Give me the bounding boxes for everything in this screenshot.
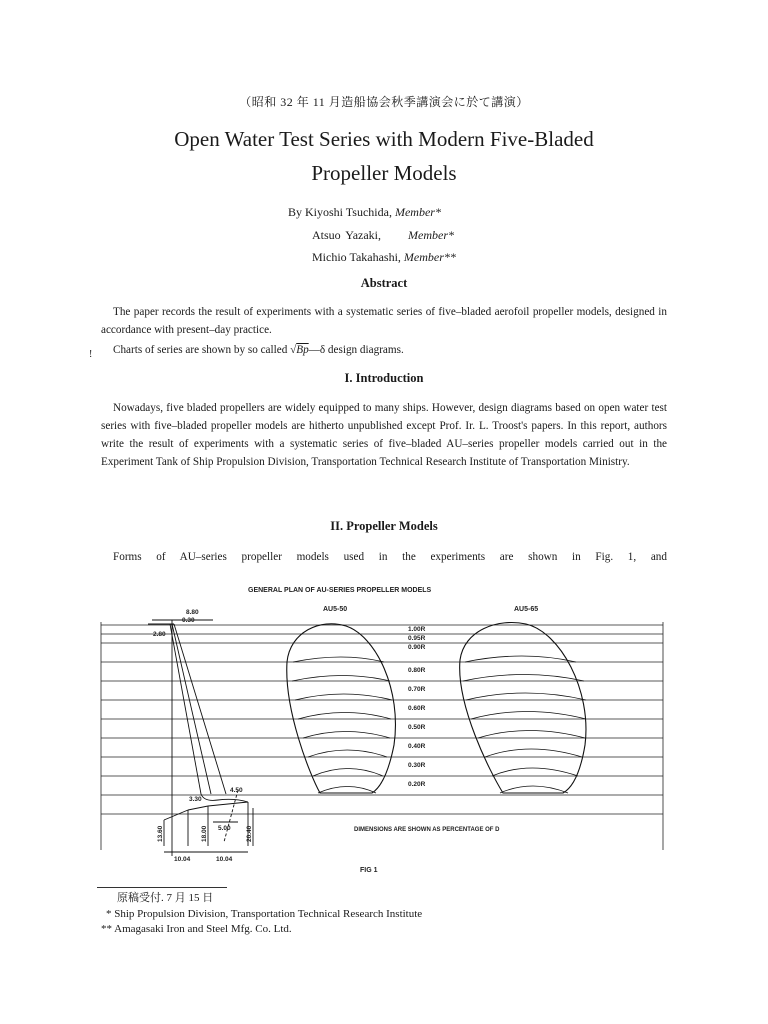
author-3 — [312, 250, 456, 265]
propeller-plan-drawing — [98, 580, 670, 880]
model-label-au5-50: AU5-50 — [323, 606, 348, 613]
author-role: Member* — [394, 205, 441, 219]
dimension-label: 5.00 — [218, 825, 231, 832]
radius-label: 0.70R — [408, 686, 426, 693]
radius-label: 0.20R — [408, 781, 426, 788]
propeller-models-paragraph: Forms of AU–series propeller models used in the experiments are shown in Fig. 1, and — [113, 551, 667, 563]
margin-mark: ! — [89, 349, 93, 360]
radius-label: 0.30R — [408, 762, 426, 769]
abstract-paragraph-2 — [101, 341, 667, 359]
radius-label: 0.95R — [408, 635, 426, 642]
blade-outline-au5-65 — [460, 623, 586, 794]
dimension-label: 8.80 — [186, 609, 199, 616]
footnote-2: ** Amagasaki Iron and Steel Mfg. Co. Ltd. — [101, 923, 292, 935]
radius-label: 0.80R — [408, 667, 426, 674]
author-1 — [288, 205, 441, 220]
blade-outline-au5-50 — [287, 624, 396, 793]
paper-title-line-2: Propeller Models — [311, 161, 457, 185]
abstract-text-before: Charts of series are shown by so called — [113, 344, 288, 356]
lecture-note: （昭和 32 年 11 月造船協会秋季講演会に於て講演） — [239, 95, 529, 109]
paper-title-line-1: Open Water Test Series with Modern Five-Bladed — [174, 127, 594, 151]
author-name: Atsuo Yazaki, — [312, 228, 382, 242]
abstract-text-after: —δ design diagrams. — [308, 344, 404, 356]
figure-1 — [98, 580, 670, 880]
radius-label: 0.90R — [408, 644, 426, 651]
figure-note: DIMENSIONS ARE SHOWN AS PERCENTAGE OF D — [354, 827, 500, 833]
radius-label: 0.50R — [408, 724, 426, 731]
dimension-label: 0.30 — [182, 617, 195, 624]
section-profiles-au5-50 — [292, 657, 392, 793]
dimension-label: 20.40 — [246, 825, 253, 842]
author-2 — [312, 228, 454, 243]
footnote-1: * Ship Propulsion Division, Transportation Technical Research Institute — [106, 908, 423, 920]
abstract-paragraph-1: The paper records the result of experiments with a systematic series of five–bladed aerofoil propeller models, designed in accordance with present–day practice. — [101, 306, 667, 336]
footnote-divider — [97, 887, 227, 888]
radius-label: 1.00R — [408, 626, 426, 633]
dimension-label: 18.00 — [201, 825, 208, 842]
author-role: Member** — [403, 250, 456, 264]
dimension-label: 2.80 — [153, 631, 166, 638]
dimension-label: 10.04 — [216, 856, 233, 863]
author-prefix: By — [288, 205, 303, 219]
dimension-label: 13.60 — [157, 825, 164, 842]
radius-label: 0.60R — [408, 705, 426, 712]
introduction-paragraph: Nowadays, five bladed propellers are widely equipped to many ships. However, design diagrams based on open water test series with five–bladed propeller models are hitherto unpublished except Prof. Ir. L. Troost's papers. In this report, authors write the result of experiments with a systematic series of five–bladed AU–series propeller models carried out in the Experiment Tank of Ship Propulsion Division, Transportation Technical Research Institute of Transportation Ministry. — [101, 402, 667, 468]
dimension-label: 3.30 — [189, 796, 202, 803]
radius-label: 0.40R — [408, 743, 426, 750]
figure-title: GENERAL PLAN OF AU-SERIES PROPELLER MODELS — [248, 587, 432, 594]
abstract-heading: Abstract — [360, 276, 408, 290]
section-1-heading: I. Introduction — [344, 371, 424, 385]
received-date: 原稿受付. 7 月 15 日 — [117, 892, 214, 904]
dimension-label: 10.04 — [174, 856, 191, 863]
author-name: Kiyoshi Tsuchida, — [305, 205, 392, 219]
section-2-heading: II. Propeller Models — [330, 519, 438, 533]
model-label-au5-65: AU5-65 — [514, 606, 539, 613]
sqrt-bp-symbol: √Bp — [290, 344, 309, 356]
figure-caption: FIG 1 — [360, 867, 378, 874]
dimension-label: 4.50 — [230, 787, 243, 794]
section-profiles-au5-65 — [463, 656, 586, 793]
author-role: Member* — [408, 228, 454, 242]
author-name: Michio Takahashi, — [312, 250, 401, 264]
